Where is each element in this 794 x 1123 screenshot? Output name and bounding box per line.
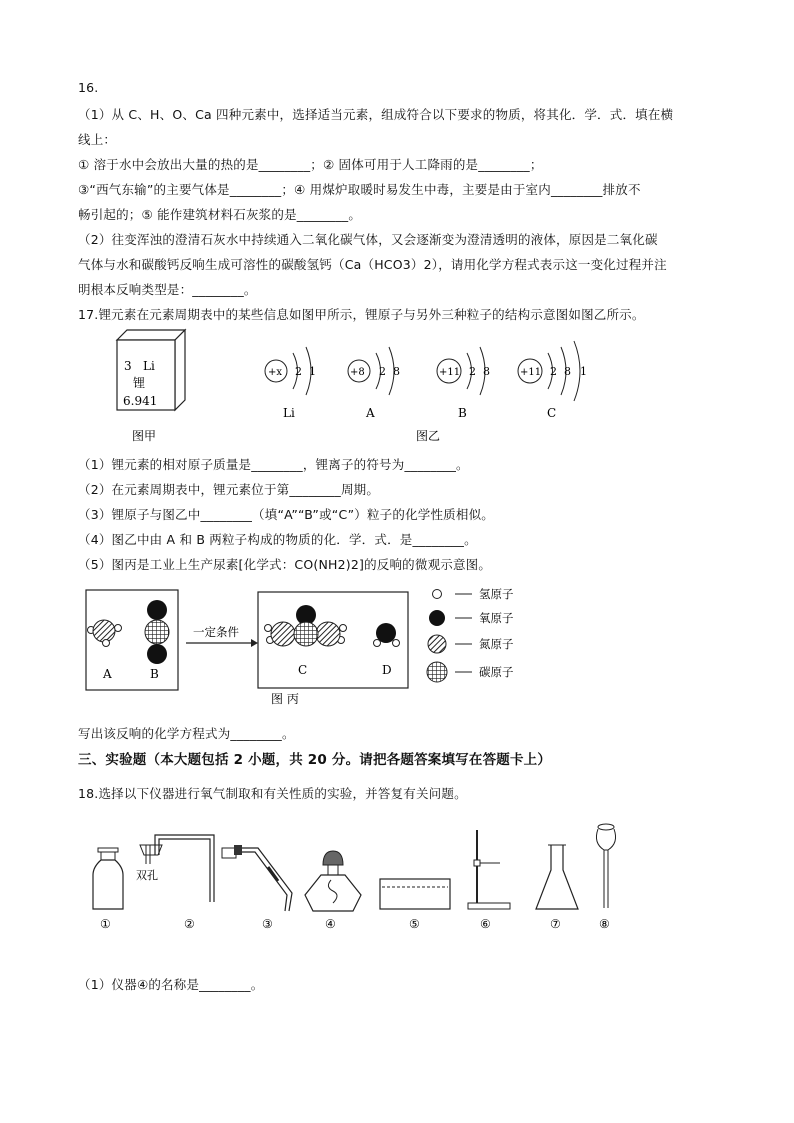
- figure-bing: [0, 582, 794, 712]
- svg-text:2: 2: [550, 365, 557, 378]
- reaction-arrow: [186, 625, 258, 647]
- alcohol-lamp: [305, 851, 361, 931]
- q17-sub1: （1）锂元素的相对原子质量是________，锂离子的符号为________。: [78, 457, 469, 472]
- q16-part2-line3: 明根本反响类型是：________。: [78, 282, 257, 297]
- label-d: D: [382, 663, 392, 677]
- q16-part2-line2: 气体与水和碳酸钙反响生成可溶性的碳酸氢钙（Ca（HCO3）2），请用化学方程式表示这一变化过程并注: [78, 257, 667, 272]
- q17-sub3: （3）锂原子与图乙中________（填“A”“B”或“C”）粒子的化学性质相似。: [78, 507, 494, 522]
- label-4: ④: [325, 917, 336, 931]
- q17-sub5: （5）图丙是工业上生产尿素[化学式：CO(NH2)2]的反响的微观示意图。: [78, 557, 492, 572]
- label-3: ③: [262, 917, 273, 931]
- svg-text:A: A: [366, 406, 375, 420]
- q16-line5: 畅引起的；⑤ 能作建筑材料石灰浆的是________。: [78, 207, 362, 222]
- label-b: B: [150, 667, 159, 681]
- q17-sub4: （4）图乙中由 A 和 B 两粒子构成的物质的化．学．式．是________。: [78, 532, 477, 547]
- atom-structure-li: [265, 347, 316, 420]
- q18-intro: 18.选择以下仪器进行氧气制取和有关性质的实验，并答复有关问题。: [78, 786, 467, 801]
- svg-text:+x: +x: [268, 367, 283, 378]
- section-3-heading: 三、实验题（本大题包括 2 小题，共 20 分。请把各题答案填写在答题卡上）: [78, 752, 552, 768]
- svg-text:6.941: 6.941: [123, 394, 158, 408]
- figure-yi-caption: 图乙: [416, 429, 441, 443]
- q16-part1-line1: （1）从 C、H、O、Ca 四种元素中，选择适当元素，组成符合以下要求的物质，将其化．学．式．填在横: [78, 107, 674, 122]
- element-tile-lithium: [117, 330, 185, 410]
- figure-bing-caption: 图 丙: [271, 692, 299, 706]
- q16-line4: ③“西气东输”的主要气体是________；④ 用煤炉取暖时易发生中毒，主要是由于室内________排放不: [78, 182, 641, 197]
- svg-text:2: 2: [469, 365, 476, 378]
- legend-hydrogen: 氢原子: [479, 587, 514, 601]
- svg-text:+11: +11: [439, 367, 461, 378]
- svg-text:Li: Li: [143, 359, 155, 373]
- atom-structure-b: [437, 347, 490, 420]
- label-8: ⑧: [599, 917, 610, 931]
- label-7: ⑦: [550, 917, 561, 931]
- atom-structure-a: [348, 347, 400, 420]
- svg-text:8: 8: [564, 365, 571, 378]
- svg-text:2: 2: [295, 365, 302, 378]
- svg-text:锂: 锂: [133, 376, 146, 390]
- svg-text:1: 1: [309, 365, 316, 378]
- svg-text:2: 2: [379, 365, 386, 378]
- q16-part2-line1: （2）往变浑浊的澄清石灰水中持续通入二氧化碳气体，又会逐渐变为澄清透明的液体，原因是二氧化碳: [78, 232, 658, 247]
- label-a: A: [103, 667, 112, 681]
- svg-text:8: 8: [483, 365, 490, 378]
- q16-part1-line2: 线上：: [78, 132, 117, 147]
- gas-collecting-bottle: [93, 848, 123, 931]
- svg-text:1: 1: [580, 365, 587, 378]
- svg-text:C: C: [547, 406, 557, 420]
- q17-intro: 17.锂元素在元素周期表中的某些信息如图甲所示，锂原子与另外三种粒子的结构示意图如图乙所示。: [78, 307, 645, 322]
- svg-text:B: B: [458, 406, 467, 420]
- svg-text:+8: +8: [350, 367, 365, 378]
- label-2: ②: [184, 917, 195, 931]
- q17-sub6: 写出该反响的化学方程式为________。: [78, 726, 295, 741]
- figure-jia-caption: 图甲: [132, 429, 157, 443]
- molecule-b-co2: [145, 600, 169, 664]
- q16-line3: ① 溶于水中会放出大量的热的是________；② 固体可用于人工降雨的是________；: [78, 157, 543, 172]
- conical-flask: [536, 845, 578, 931]
- delivery-tube: [222, 845, 292, 931]
- legend-nitrogen: 氮原子: [479, 637, 514, 651]
- atom-structure-c: [518, 341, 587, 420]
- svg-text:3: 3: [124, 359, 132, 373]
- q17-sub2: （2）在元素周期表中，锂元素位于第________周期。: [78, 482, 380, 497]
- label-6: ⑥: [480, 917, 491, 931]
- label-shuangkong: 双孔: [136, 869, 158, 882]
- svg-text:8: 8: [393, 365, 400, 378]
- svg-text:+11: +11: [520, 367, 542, 378]
- apparatus-figure: [0, 815, 794, 940]
- label-5: ⑤: [409, 917, 420, 931]
- legend-carbon: 碳原子: [479, 665, 514, 679]
- reaction-condition: 一定条件: [193, 625, 239, 639]
- iron-stand: [468, 830, 510, 931]
- legend: [427, 587, 514, 682]
- long-neck-funnel: [596, 824, 615, 931]
- legend-oxygen: 氧原子: [479, 611, 514, 625]
- double-hole-stopper: [136, 835, 214, 931]
- label-1: ①: [100, 917, 111, 931]
- water-trough: [380, 879, 450, 931]
- label-c: C: [298, 663, 308, 677]
- question-16-number: 16.: [78, 80, 99, 95]
- figure-jia-yi: [0, 325, 794, 445]
- svg-text:Li: Li: [283, 406, 295, 420]
- q18-sub1: （1）仪器④的名称是________。: [78, 977, 264, 992]
